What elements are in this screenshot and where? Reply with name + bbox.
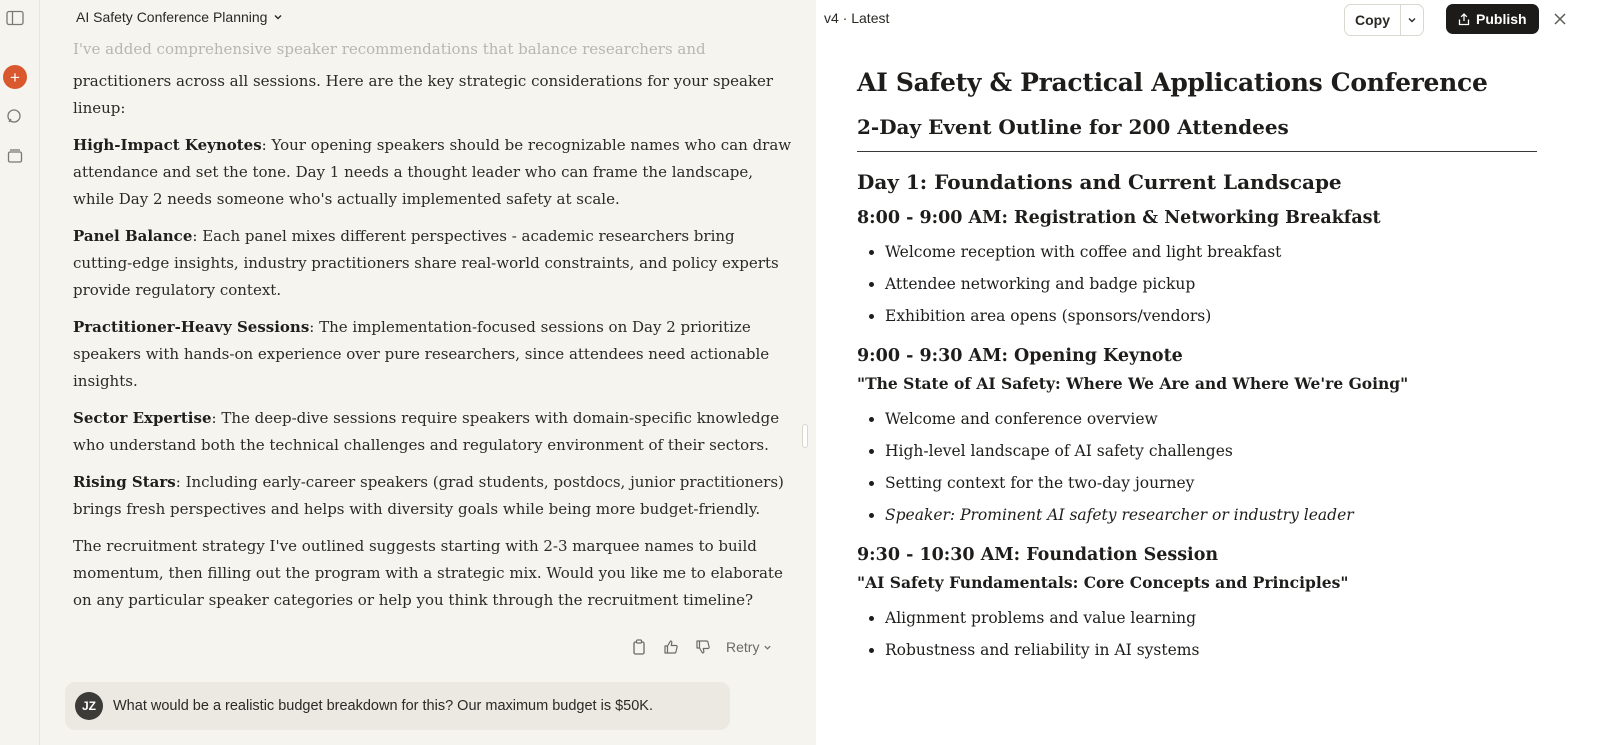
conversation-title[interactable]: [76, 9, 283, 25]
artifact-document: [857, 68, 1537, 680]
list-item: • Setting context for the two-day journey: [885, 467, 1537, 499]
list-item: • Welcome and conference overview: [885, 403, 1537, 435]
message-point: [73, 469, 798, 523]
chevron-down-icon: [273, 12, 283, 22]
new-chat-plus-icon[interactable]: +: [3, 65, 27, 89]
conversation-title-text: AI Safety Conference Planning: [76, 9, 268, 25]
session-heading: 8:00 - 9:00 AM: Registration & Networking Breakfast: [857, 208, 1381, 228]
panel-resize-handle[interactable]: [802, 424, 808, 448]
session-list: [857, 236, 1537, 332]
chats-icon[interactable]: [5, 107, 25, 127]
speaker-note: • Speaker: Prominent AI safety researcher or industry leader: [885, 499, 1537, 531]
copy-icon[interactable]: [630, 638, 648, 656]
message-point: [73, 132, 798, 213]
message-intro: practitioners across all sessions. Here are the key strategic considerations for your speaker lineup:: [73, 72, 774, 117]
user-message: [65, 682, 730, 730]
copy-options-button[interactable]: [1400, 5, 1423, 35]
left-rail: [0, 0, 40, 745]
point-text: : Including early-career speakers (grad students, postdocs, junior practitioners) brings fresh perspectives and helps with diversity goals while being more budget-friendly.: [73, 473, 784, 518]
point-text: : The implementation-focused sessions on Day 2 prioritize speakers with hands-on experience over pure researchers, since attendees need actionable insights.: [73, 318, 770, 390]
projects-icon[interactable]: [5, 146, 25, 166]
thumbs-up-icon[interactable]: [662, 638, 680, 656]
artifact-panel: [816, 0, 1600, 745]
sidebar-toggle-icon[interactable]: [5, 8, 25, 28]
point-label: Sector Expertise: [73, 409, 212, 427]
list-item: • Attendee networking and badge pickup: [885, 268, 1537, 300]
document-subtitle: 2-Day Event Outline for 200 Attendees: [857, 115, 1537, 152]
close-icon[interactable]: [1550, 9, 1570, 29]
point-text: : Each panel mixes different perspectives - academic researchers bring cutting-edge insights, industry practitioners share real-world constraints, and policy experts provide regulatory context.: [73, 227, 779, 299]
session-list: [857, 403, 1537, 531]
document-title: AI Safety & Practical Applications Conference: [857, 68, 1488, 97]
message-point: [73, 405, 798, 459]
message-point: [73, 314, 798, 395]
list-item: • Alignment problems and value learning: [885, 602, 1537, 634]
point-label: Practitioner-Heavy Sessions: [73, 318, 310, 336]
thumbs-down-icon[interactable]: [694, 638, 712, 656]
faded-text: I've added comprehensive speaker recommendations that balance researchers and: [73, 40, 706, 58]
chevron-down-icon: [763, 643, 772, 652]
list-item: • Robustness and reliability in AI systems: [885, 634, 1537, 666]
session-title: "The State of AI Safety: Where We Are and Where We're Going": [857, 374, 1409, 393]
list-item: • Exhibition area opens (sponsors/vendors): [885, 300, 1537, 332]
session-list: [857, 602, 1537, 666]
chevron-down-icon: [1407, 15, 1417, 25]
point-label: Panel Balance: [73, 227, 193, 245]
point-label: Rising Stars: [73, 473, 176, 491]
version-label[interactable]: v4 · Latest: [824, 10, 890, 26]
publish-label: Publish: [1476, 11, 1527, 27]
point-text: : Your opening speakers should be recognizable names who can draw attendance and set the tone. Day 1 needs a thought leader who can frame the landscape, while Day 2 needs someone who's actually implemented safety at scale.: [73, 136, 792, 208]
retry-button[interactable]: [726, 639, 772, 655]
list-item: • High-level landscape of AI safety challenges: [885, 435, 1537, 467]
session-title: "AI Safety Fundamentals: Core Concepts and Principles": [857, 573, 1349, 592]
copy-button-group: [1344, 4, 1424, 36]
day-heading: Day 1: Foundations and Current Landscape: [857, 170, 1342, 194]
copy-button[interactable]: Copy: [1355, 12, 1390, 28]
message-point: [73, 223, 798, 304]
point-label: High-Impact Keynotes: [73, 136, 262, 154]
list-item: • Welcome reception with coffee and light breakfast: [885, 236, 1537, 268]
avatar: JZ: [75, 692, 103, 720]
publish-button[interactable]: [1446, 4, 1539, 34]
share-icon: [1458, 13, 1470, 26]
assistant-message: [73, 36, 798, 624]
session-heading: 9:00 - 9:30 AM: Opening Keynote: [857, 346, 1183, 366]
session-heading: 9:30 - 10:30 AM: Foundation Session: [857, 545, 1219, 565]
message-closing: The recruitment strategy I've outlined suggests starting with 2-3 marquee names to build momentum, then filling out the program with a strategic mix. Would you like me to elaborate on any particular speaker categories or help you think through the recruitment timeline?: [73, 537, 783, 609]
chat-panel: [40, 0, 816, 745]
message-actions: [630, 638, 772, 656]
retry-label: Retry: [726, 639, 760, 655]
user-message-text: What would be a realistic budget breakdown for this? Our maximum budget is $50K.: [113, 698, 653, 714]
point-text: : The deep-dive sessions require speakers with domain-specific knowledge who understand both the technical challenges and regulatory environment of their sectors.: [73, 409, 780, 454]
